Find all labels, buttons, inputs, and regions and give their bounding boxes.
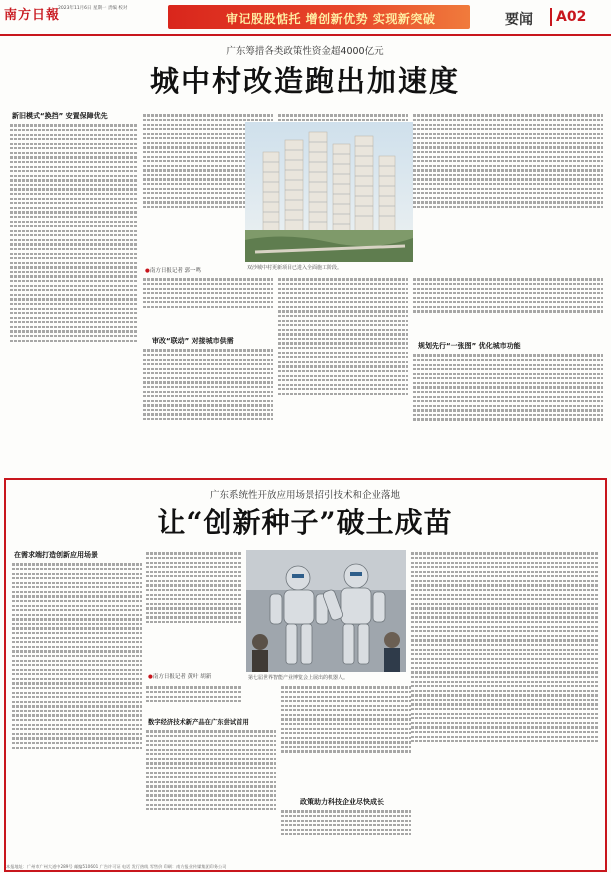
section-divider — [550, 8, 552, 26]
towers-photo-caption: 双沙城中村更新项目已进入全面施工阶段。 — [247, 265, 343, 271]
top-story-column-2c — [143, 347, 273, 465]
top-story-subhead-1: 新旧模式“换挡” 安置保障优先 — [12, 112, 108, 120]
feature-byline-text: 南方日报记者 黄叶 胡新 — [152, 674, 212, 680]
slogan-banner — [168, 5, 470, 29]
top-story-byline: ●南方日报记者 郭一鸣 — [145, 268, 202, 274]
top-story-column-4c — [413, 352, 603, 465]
top-story-subhead-2: 审改“联动” 对接城市供需 — [152, 337, 234, 345]
towers-photo — [245, 122, 413, 262]
feature-subhead-3: 政策助力科技企业尽快成长 — [300, 798, 384, 806]
top-story-column-4-wrap — [413, 112, 603, 262]
top-story-byline-text: 南方日报记者 郭一鸣 — [149, 268, 202, 274]
robots-illustration — [246, 550, 406, 672]
header-rule — [0, 34, 611, 36]
top-story-kicker: 广东筹措各类政策性资金超4000亿元 — [226, 46, 384, 57]
feature-column-2 — [146, 550, 241, 668]
robots-photo — [246, 550, 406, 672]
page-footer: 本报地址：广州市广州大道中289号 邮编510601 广告许可证 电话 发行热线 零售价 印刷：南方报业传媒集团印务公司 — [6, 864, 227, 869]
feature-column-1 — [12, 561, 142, 857]
page-number: A02 — [556, 9, 587, 25]
feature-subhead-1: 在需求端打造创新应用场景 — [14, 551, 98, 559]
top-story-column-4 — [413, 112, 603, 262]
feature-column-3b — [281, 808, 411, 857]
top-story-column-4b — [413, 276, 603, 336]
section-name: 要闻 — [505, 12, 533, 28]
masthead-logo: 南方日報 — [4, 8, 61, 23]
feature-column-3 — [281, 684, 411, 794]
feature-subhead-2: 数字经济技术新产品在广东尝试首用 — [148, 719, 249, 726]
feature-headline: 让“创新种子”破土成苗 — [157, 506, 453, 539]
slogan-text: 审记股股惦托 增创新优势 实现新突破 — [226, 12, 436, 26]
page-header — [0, 0, 611, 36]
feature-column-2c — [146, 728, 276, 857]
feature-column-2b — [146, 684, 241, 714]
robots-photo-caption: 第七届世界智能产业博览会上展出的机器人。 — [248, 675, 349, 681]
top-story-column-2b — [143, 276, 273, 331]
top-story-subhead-3: 规划先行“一张图” 优化城市功能 — [418, 342, 521, 350]
feature-byline: ●南方日报记者 黄叶 胡新 — [148, 674, 212, 680]
top-story-headline: 城中村改造跑出加速度 — [149, 64, 460, 98]
top-story-column-3b — [278, 276, 408, 465]
feature-kicker: 广东系统性开放应用场景招引技术和企业落地 — [209, 490, 400, 501]
towers-illustration — [245, 122, 413, 262]
top-story-column-1 — [10, 122, 138, 465]
issue-meta: 2023年11月6日 星期一 责编 校对 — [58, 6, 128, 11]
feature-column-4 — [411, 550, 599, 857]
